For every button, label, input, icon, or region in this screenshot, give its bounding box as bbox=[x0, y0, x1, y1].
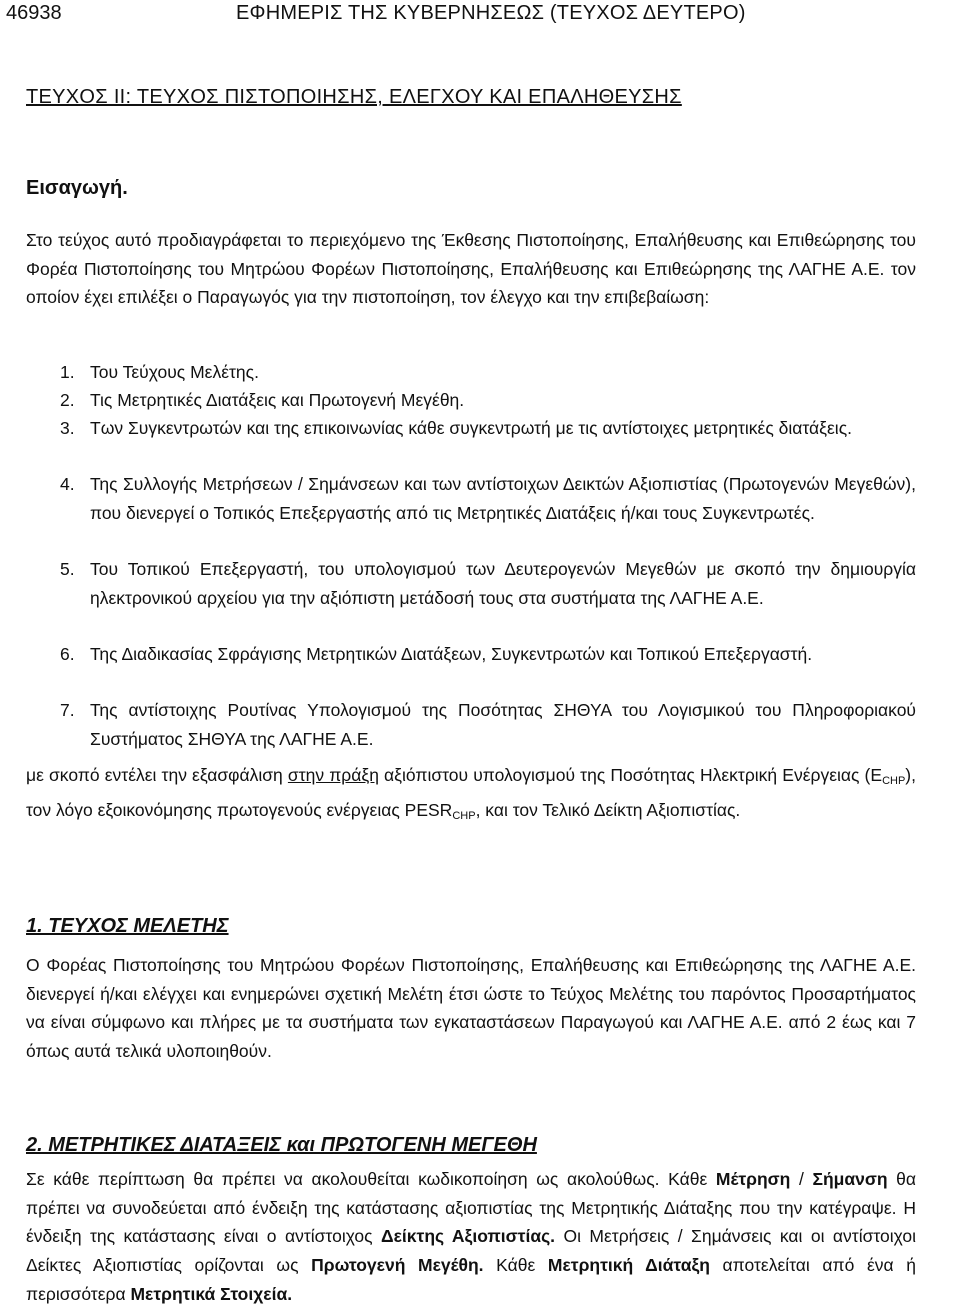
page-number: 46938 bbox=[6, 2, 62, 24]
section-1-paragraph: Ο Φορέας Πιστοποίησης του Μητρώου Φορέων Πιστοποίησης, Επαλήθευσης και Επιθεώρησης της ΛΑΓΗΕ Α.Ε. διενεργεί ή/και ελέγχει και ενημερώνει σχετική Μελέτη έτσι ώστε το Τεύχος Μελέτης του παρόντος Προσαρτήματος να είναι σύμφωνο και πλήρες με τα συστήματα των εγκαταστάσεων Παραγωγού και ΛΑΓΗΕ Α.Ε. από 2 έως και 7 όπως αυτά τελικά υλοποιηθούν. bbox=[26, 955, 916, 1062]
closing-text: ), τον λόγο εξοικονόμησης πρωτογενούς ενέργειας PESR bbox=[26, 765, 916, 820]
list-item bbox=[62, 358, 916, 387]
list-item-number: 5. bbox=[60, 559, 75, 579]
gazette-running-title: ΕΦΗΜΕΡΙΣ ΤΗΣ ΚΥΒΕΡΝΗΣΕΩΣ (ΤΕΥΧΟΣ ΔΕΥΤΕΡΟ) bbox=[236, 2, 746, 24]
term-bold: Δείκτης Αξιοπιστίας. bbox=[381, 1226, 556, 1247]
section-2-paragraph bbox=[26, 1165, 916, 1309]
body-text: θα πρέπει να συνοδεύεται από ένδειξη της κατάστασης αξιοπιστίας της Μετρητικής Διάταξης που την κατέγραψε. Η ένδειξη της κατάστασης είναι ο αντίστοιχος bbox=[26, 1169, 916, 1247]
term-bold: Μέτρηση bbox=[715, 1169, 791, 1189]
list-item-text: Των Συγκεντρωτών και της επικοινωνίας κάθε συγκεντρωτή με τις αντίστοιχες μετρητικές διατάξεις. bbox=[90, 418, 852, 438]
body-text: Σε κάθε περίπτωση θα πρέπει να ακολουθείται κωδικοποίηση ως ακολούθως. Κάθε bbox=[26, 1169, 716, 1189]
list-item-number: 3. bbox=[60, 418, 75, 438]
section-1-heading: 1. ΤΕΥΧΟΣ ΜΕΛΕΤΗΣ bbox=[26, 915, 229, 937]
subscript-chp: CHP bbox=[452, 809, 476, 822]
body-text: αποτελείται από ένα ή περισσότερα bbox=[26, 1255, 916, 1304]
list-item-number: 6. bbox=[60, 644, 75, 664]
list-item-text: Τις Μετρητικές Διατάξεις και Πρωτογενή Μεγέθη. bbox=[90, 390, 465, 410]
list-item bbox=[62, 640, 916, 669]
list-item-text: Της αντίστοιχης Ρουτίνας Υπολογισμού της Ποσότητας ΣΗΘΥΑ του Λογισμικού του Πληροφοριακού Συστήματος ΣΗΘΥΑ της ΛΑΓΗΕ Α.Ε. bbox=[90, 700, 916, 749]
closing-text: αξιόπιστου υπολογισμού της Ποσότητας Ηλεκτρική Ενέργειας (Ε bbox=[378, 765, 883, 785]
list-item-number: 7. bbox=[60, 700, 75, 720]
body-text: / bbox=[790, 1169, 813, 1189]
list-item-text: Του Τεύχους Μελέτης. bbox=[90, 362, 259, 382]
list-item-text: Του Τοπικού Επεξεργαστή, του υπολογισμού των Δευτερογενών Μεγεθών με σκοπό την δημιουργία ηλεκτρονικού αρχείου για την αξιόπιστη μετάδοσή τους στα συστήματα της ΛΑΓΗΕ Α.Ε. bbox=[90, 559, 916, 608]
closing-underlined-text: στην πράξη bbox=[287, 765, 379, 785]
body-text: Οι Μετρήσεις / Σημάνσεις και οι αντίστοιχοι Δείκτες Αξιοπιστίας ορίζονται ως bbox=[26, 1226, 917, 1276]
section-2-heading: 2. ΜΕΤΡΗΤΙΚΕΣ ΔΙΑΤΑΞΕΙΣ και ΠΡΩΤΟΓΕΝΗ ΜΕΓΕΘΗ bbox=[26, 1134, 537, 1156]
term-bold: Μετρητική Διάταξη bbox=[547, 1255, 710, 1276]
list-item bbox=[62, 470, 916, 527]
list-item-text: Της Συλλογής Μετρήσεων / Σημάνσεων και των αντίστοιχων Δεικτών Αξιοπιστίας (Πρωτογενών Μεγεθών), που διενεργεί ο Τοπικός Επεξεργαστής από τις Μετρητικές Διατάξεις ή/και τους Συγκεντρωτές. bbox=[90, 474, 916, 523]
part-title: ΤΕΥΧΟΣ ΙΙ: ΤΕΥΧΟΣ ΠΙΣΤΟΠΟΙΗΣΗΣ, ΕΛΕΓΧΟΥ ΚΑΙ ΕΠΑΛΗΘΕΥΣΗΣ bbox=[26, 86, 682, 108]
subscript-chp: CHP bbox=[882, 775, 906, 787]
term-bold: Μετρητικά Στοιχεία. bbox=[130, 1283, 293, 1304]
closing-paragraph bbox=[26, 761, 916, 830]
intro-paragraph: Στο τεύχος αυτό προδιαγράφεται το περιεχόμενο της Έκθεσης Πιστοποίησης, Επαλήθευσης και Επιθεώρησης του Φορέα Πιστοποίησης του Μητρώου Φορέων Πιστοποίησης, Επαλήθευσης και Επιθεώρησης της ΛΑΓΗΕ Α.Ε. τον οποίον έχει επιλέξει ο Παραγωγός για την πιστοποίηση, τον έλεγχο και την επιβεβαίωση: bbox=[26, 230, 916, 308]
list-item-text: Της Διαδικασίας Σφράγισης Μετρητικών Διατάξεων, Συγκεντρωτών και Τοπικού Επεξεργαστή. bbox=[90, 644, 813, 664]
term-bold: Πρωτογενή Μεγέθη. bbox=[311, 1255, 484, 1276]
list-item bbox=[62, 414, 916, 443]
intro-heading: Εισαγωγή. bbox=[26, 177, 128, 199]
list-item-number: 1. bbox=[60, 362, 75, 382]
list-item-number: 2. bbox=[60, 390, 75, 410]
list-item bbox=[62, 555, 916, 612]
term-bold: Σήμανση bbox=[812, 1169, 888, 1189]
list-item bbox=[62, 696, 916, 753]
page-header bbox=[6, 2, 954, 28]
list-item bbox=[62, 386, 916, 415]
closing-text: , και τον Τελικό Δείκτη Αξιοπιστίας. bbox=[475, 799, 741, 820]
closing-text: με σκοπό εντέλει την εξασφάλιση bbox=[26, 765, 288, 785]
body-text: Κάθε bbox=[483, 1255, 548, 1276]
list-item-number: 4. bbox=[60, 474, 75, 494]
